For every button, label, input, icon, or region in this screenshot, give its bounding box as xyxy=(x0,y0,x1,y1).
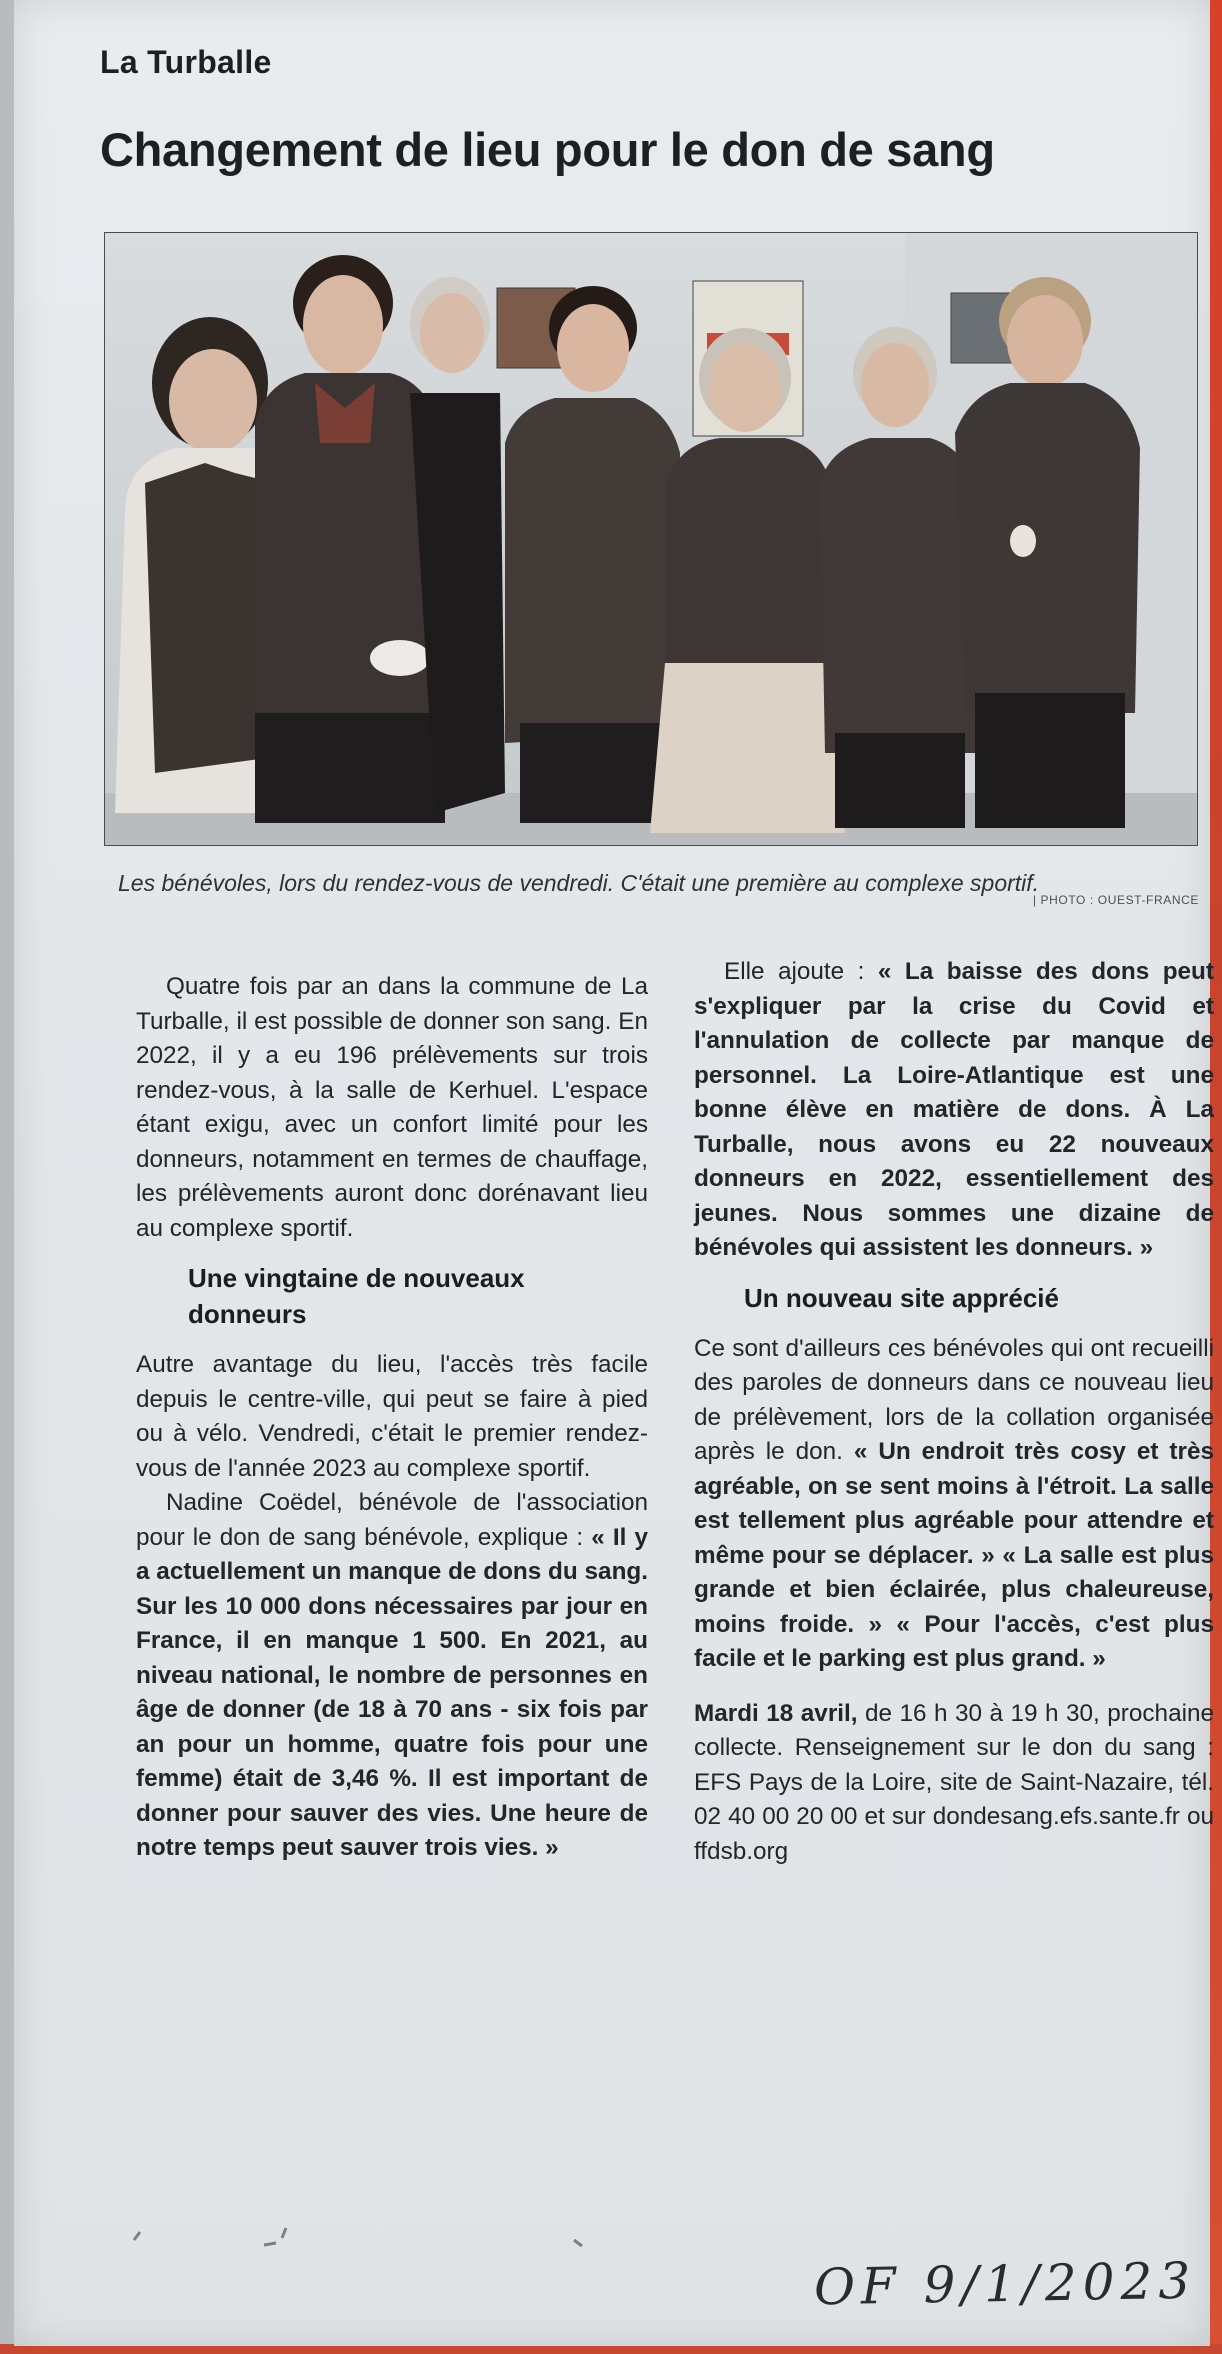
article-column-2 xyxy=(694,955,1214,1869)
article-locality: La Turballe xyxy=(100,44,272,80)
quote-lead: Elle ajoute : xyxy=(724,958,878,985)
quote-text: « Il y a actuellement un manque de dons du sang. Sur les 10 000 dons nécessaires par jour en France, il en manque 1 500. En 2021, au niveau national, le nombre de personnes en âge de donner (de 18 à 70 ans - six fois par an pour un homme, quatre fois pour une femme) était de 3,46 %. Il est important de donner pour sauver des vies. Une heure de notre temps peut sauver trois vies. » xyxy=(136,1523,648,1861)
photo-credit: | PHOTO : OUEST-FRANCE xyxy=(1032,893,1199,907)
newspaper-clipping xyxy=(14,0,1214,2346)
article-paragraph-quote xyxy=(694,955,1214,1266)
quote-text: « La baisse des dons peut s'expliquer par la crise du Covid et l'annulation de collecte par manque de personnel. La Loire-Atlantique est une bonne élève en matière de dons. À La Turballe, nous avons eu 22 nouveaux donneurs en 2022, essentiellement des jeunes. Nous sommes une dizaine de bénévoles qui assistent les donneurs. » xyxy=(694,958,1214,1261)
photo-illustration xyxy=(105,233,1197,845)
subhead-nouveaux-donneurs: Une vingtaine de nouveaux donneurs xyxy=(188,1263,525,1329)
quote-lead: Nadine Coëdel, bénévole de l'association pour le don de sang bénévole, explique : xyxy=(136,1489,648,1551)
article-intro: Quatre fois par an dans la commune de La Turballe, il est possible de donner son sang. En 2022, il y a eu 196 prélèvements sur trois rendez-vous, à la salle de Kerhuel. L'espace étant exigu, avec un confort limité pour les donneurs, notamment en termes de chauffage, les prélèvements auront donc dorénavant lieu au complexe sportif. xyxy=(136,973,648,1242)
event-info xyxy=(694,1697,1214,1870)
article-paragraph: Autre avantage du lieu, l'accès très facile depuis le centre-ville, qui peut se faire à pied ou à vélo. Vendredi, c'était le premier rendez-vous de l'année 2023 au complexe sportif. xyxy=(136,1351,648,1482)
article-paragraph-quote xyxy=(694,1332,1214,1677)
article-paragraph-quote xyxy=(136,1486,648,1866)
article xyxy=(14,0,1214,2346)
article-headline: Changement de lieu pour le don de sang xyxy=(100,123,995,176)
event-date: Mardi 18 avril, xyxy=(694,1699,858,1727)
quote-lead: Ce sont d'ailleurs ces bénévoles qui ont recueilli des paroles de donneurs dans ce nouveau lieu de prélèvement, lors de la collation organisée après le don. xyxy=(694,1334,1214,1465)
event-details: de 16 h 30 à 19 h 30, prochaine collecte. Renseignement sur le don du sang : EFS Pays de la Loire, site de Saint-Nazaire, tél. 02 40 00 20 00 et sur dondesang.efs.sante.fr ou ffdsb.org xyxy=(694,1699,1214,1865)
subhead-nouveau-site: Un nouveau site apprécié xyxy=(744,1282,1059,1313)
photo-caption: Les bénévoles, lors du rendez-vous de vendredi. C'était une première au complexe sportif. xyxy=(118,870,1040,896)
article-column-1 xyxy=(136,970,648,1866)
quote-text: « Un endroit très cosy et très agréable, on se sent moins à l'étroit. La salle est tellement plus agréable pour attendre et même pour se déplacer. » « La salle est plus grande et bien éclairée, plus chaleureuse, moins froide. » « Pour l'accès, c'est plus facile et le parking est plus grand. » xyxy=(694,1438,1214,1672)
handwritten-note: OF 9/1/2023 xyxy=(813,2251,1197,2317)
article-photo xyxy=(104,232,1198,846)
